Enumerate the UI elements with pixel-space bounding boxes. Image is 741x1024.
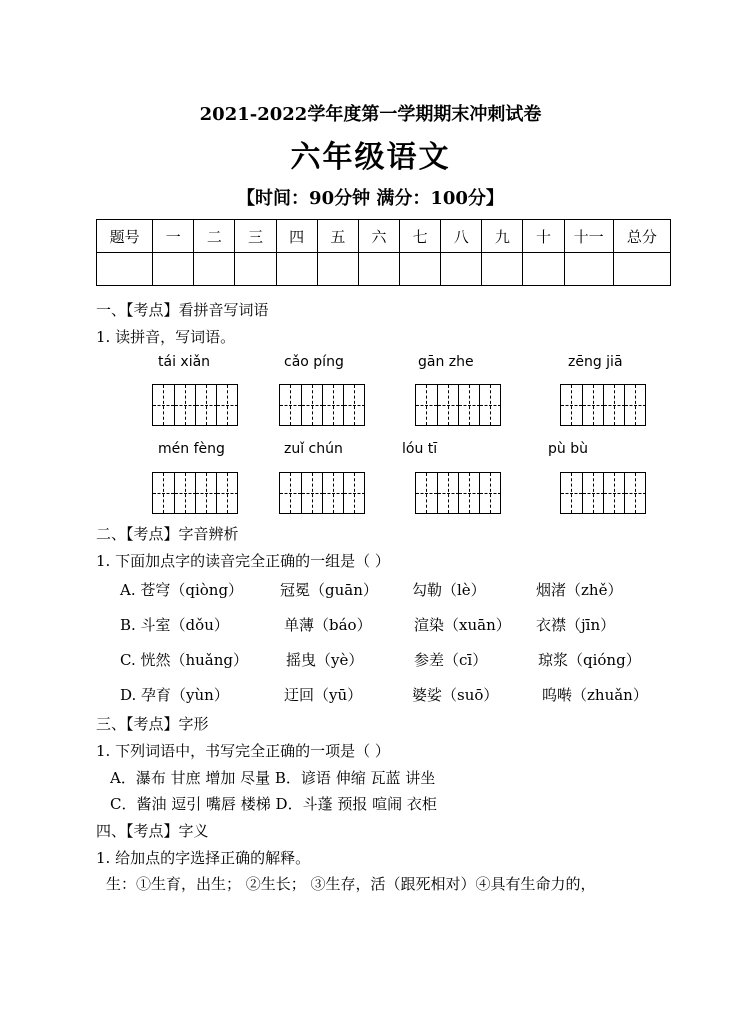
score-blank-cell[interactable]	[194, 253, 235, 286]
option-item: 婆娑（suō）	[412, 686, 499, 704]
pinyin-label: zēng jiā	[568, 354, 623, 370]
option-item: 参差（cī）	[414, 651, 488, 669]
pinyin-label: cǎo píng	[284, 354, 344, 370]
score-header-cell: 十	[523, 220, 564, 253]
option-item: B. 斗室（dǒu）	[120, 616, 229, 634]
option-item: C. 恍然（huǎng）	[120, 651, 249, 669]
score-header-cell: 三	[235, 220, 276, 253]
score-header-cell: 九	[482, 220, 523, 253]
score-header-row	[97, 220, 671, 253]
pinyin-label: tái xiǎn	[158, 354, 211, 370]
writing-box[interactable]	[415, 472, 501, 514]
option-line: C．酱油 逗引 嘴唇 楼梯 D．斗蓬 预报 喧闹 衣柜	[110, 795, 437, 813]
option-item: 渲染（xuān）	[414, 616, 511, 634]
question-text: 1. 下列词语中，书写完全正确的一项是（ ）	[96, 742, 390, 760]
writing-box[interactable]	[279, 384, 365, 426]
score-blank-row	[97, 253, 671, 286]
pinyin-label: lóu tī	[402, 441, 438, 457]
score-blank-cell[interactable]	[153, 253, 194, 286]
option-item: 琼浆（qióng）	[538, 651, 641, 669]
score-blank-cell[interactable]	[317, 253, 358, 286]
question-text: 1. 下面加点字的读音完全正确的一组是（ ）	[96, 552, 390, 570]
score-blank-cell[interactable]	[276, 253, 317, 286]
pinyin-label: mén fèng	[158, 441, 225, 457]
score-header-cell: 一	[153, 220, 194, 253]
score-blank-cell[interactable]	[523, 253, 564, 286]
option-item: 摇曳（yè）	[286, 651, 364, 669]
score-header-cell: 题号	[97, 220, 153, 253]
score-blank-cell[interactable]	[441, 253, 482, 286]
writing-box[interactable]	[152, 472, 238, 514]
definition-line: 生：①生育，出生； ②生长； ③生存，活（跟死相对）④具有生命力的，	[106, 875, 596, 893]
option-item: 呜啭（zhuǎn）	[542, 686, 648, 704]
pinyin-label: pù bù	[548, 441, 588, 457]
writing-box[interactable]	[560, 384, 646, 426]
score-header-cell: 七	[400, 220, 441, 253]
score-header-cell: 八	[441, 220, 482, 253]
writing-box[interactable]	[415, 384, 501, 426]
score-blank-cell[interactable]	[358, 253, 399, 286]
option-item: D. 孕育（yùn）	[120, 686, 229, 704]
section-heading: 四、【考点】字义	[96, 822, 209, 840]
section-heading: 一、【考点】看拼音写词语	[96, 301, 269, 319]
score-header-cell: 四	[276, 220, 317, 253]
option-item: 迂回（yū）	[284, 686, 363, 704]
score-blank-cell[interactable]	[613, 253, 670, 286]
exam-meta: 【时间：90分钟 满分：100分】	[237, 188, 504, 209]
question-text: 1. 给加点的字选择正确的解释。	[96, 849, 311, 867]
score-header-cell: 五	[317, 220, 358, 253]
option-line: A．瀑布 甘庶 增加 尽量 B．谚语 伸缩 瓦蓝 讲坐	[110, 769, 436, 787]
option-item: 冠冕（guān）	[280, 581, 378, 599]
score-table	[96, 219, 671, 286]
writing-box[interactable]	[560, 472, 646, 514]
score-blank-cell[interactable]	[482, 253, 523, 286]
option-item: A. 苍穹（qiòng）	[120, 581, 244, 599]
exam-title: 六年级语文	[290, 140, 451, 175]
pinyin-label: gān zhe	[418, 354, 474, 370]
option-item: 烟渚（zhě）	[536, 581, 623, 599]
score-header-cell: 六	[358, 220, 399, 253]
score-header-cell: 总分	[613, 220, 670, 253]
section-heading: 三、【考点】字形	[96, 715, 209, 733]
pinyin-label: zuǐ chún	[284, 441, 343, 457]
score-header-cell: 二	[194, 220, 235, 253]
option-item: 勾勒（lè）	[412, 581, 486, 599]
writing-box[interactable]	[279, 472, 365, 514]
score-blank-cell[interactable]	[564, 253, 613, 286]
score-blank-cell[interactable]	[97, 253, 153, 286]
score-blank-cell[interactable]	[400, 253, 441, 286]
score-blank-cell[interactable]	[235, 253, 276, 286]
question-text: 1. 读拼音，写词语。	[96, 328, 236, 346]
writing-box[interactable]	[152, 384, 238, 426]
option-item: 单薄（báo）	[284, 616, 372, 634]
section-heading: 二、【考点】字音辨析	[96, 525, 239, 543]
exam-subtitle: 2021-2022学年度第一学期期末冲刺试卷	[199, 104, 542, 125]
score-header-cell: 十一	[564, 220, 613, 253]
option-item: 衣襟（jīn）	[536, 616, 616, 634]
